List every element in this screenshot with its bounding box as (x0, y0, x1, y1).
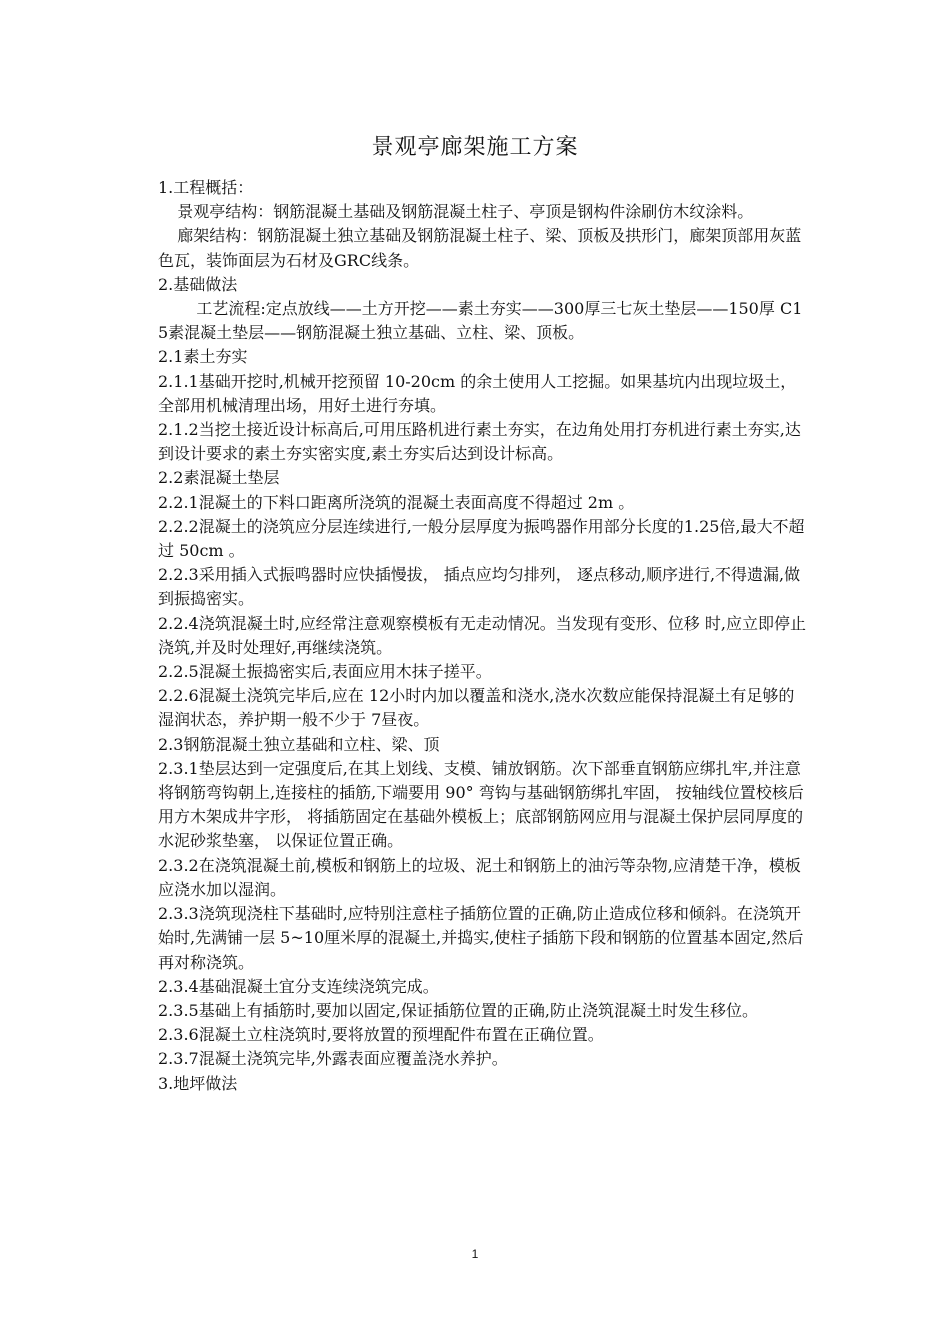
paragraph: 2.2.2混凝土的浇筑应分层连续进行,一般分层厚度为振鸣器作用部分长度的1.25倍,最大不超过 50cm 。 (158, 516, 805, 561)
paragraph: 2.1素土夯实 (158, 347, 248, 367)
paragraph: 2.2素混凝土垫层 (158, 468, 280, 488)
paragraph: 2.3.2在浇筑混凝土前,模板和钢筋上的垃圾、泥土和钢筋上的油污等杂物,应清楚干净，模板应浇水加以湿润。 (158, 855, 801, 899)
paragraph: 2.1.2当挖土接近设计标高后,可用压路机进行素土夯实，在边角处用打夯机进行素土夯实,达到设计要求的素土夯实密实度,素土夯实后达到设计标高。 (158, 420, 801, 464)
paragraph: 景观亭结构：钢筋混凝土基础及钢筋混凝土柱子、亭顶是钢构件涂刷仿木纹涂料。 (177, 202, 754, 222)
paragraph: 2.3.6混凝土立柱浇筑时,要将放置的预埋配件布置在正确位置。 (158, 1025, 604, 1045)
paragraph: 2.2.5混凝土振捣密实后,表面应用木抹子搓平。 (158, 662, 492, 682)
paragraph: 2.3.7混凝土浇筑完毕,外露表面应覆盖浇水养护。 (158, 1049, 508, 1069)
paragraph: 2.3.1垫层达到一定强度后,在其上划线、支模、铺放钢筋。次下部垂直钢筋应绑扎牢,并注意将钢筋弯钩朝上,连接柱的插筋,下端要用 90° 弯钩与基础钢筋绑扎牢固， 按轴线位置校核后用方木架成井字形， 将插筋固定在基础外模板上；底部钢筋网应用与混凝土保护层同厚度的水泥砂浆垫塞， 以保证位置正确。 (158, 758, 804, 851)
page-number: 1 (471, 1247, 479, 1261)
paragraph: 3.地坪做法 (158, 1073, 238, 1093)
paragraph: 1.工程概括： (158, 178, 254, 197)
paragraph: 廊架结构：钢筋混凝土独立基础及钢筋混凝土柱子、梁、顶板及拱形门，廊架顶部用灰蓝色瓦，装饰面层为石材及GRC线条。 (158, 226, 802, 270)
document-title: 景观亭廊架施工方案 (371, 135, 579, 160)
paragraph: 2.基础做法 (158, 274, 238, 294)
paragraph: 2.2.6混凝土浇筑完毕后,应在 12小时内加以覆盖和浇水,浇水次数应能保持混凝土有足够的湿润状态，养护期一般不少于 7昼夜。 (158, 686, 795, 730)
paragraph: 2.2.4浇筑混凝土时,应经常注意观察模板有无走动情况。当发现有变形、位移 时,应立即停止浇筑,并及时处理好,再继续浇筑。 (158, 613, 806, 657)
paragraph: 2.2.3采用插入式振鸣器时应快插慢拔， 插点应均匀排列， 逐点移动,顺序进行,不得遗漏,做到振捣密实。 (158, 565, 801, 609)
paragraph: 2.2.1混凝土的下料口距离所浇筑的混凝土表面高度不得超过 2m 。 (158, 492, 635, 512)
paragraph: 2.3钢筋混凝土独立基础和立柱、梁、顶 (158, 734, 440, 754)
document-body (158, 176, 808, 1096)
paragraph: 2.3.5基础上有插筋时,要加以固定,保证插筋位置的正确,防止浇筑混凝土时发生移位。 (158, 1000, 758, 1020)
paragraph: 2.1.1基础开挖时,机械开挖预留 10-20cm 的余土使用人工挖掘。如果基坑内出现垃圾土，全部用机械清理出场，用好土进行夯填。 (158, 371, 797, 415)
paragraph: 工艺流程:定点放线——土方开挖——素土夯实——300厚三七灰土垫层——150厚 C15素混凝土垫层——钢筋混凝土独立基础、立柱、梁、顶板。 (158, 299, 803, 343)
paragraph: 2.3.3浇筑现浇柱下基础时,应特别注意柱子插筋位置的正确,防止造成位移和倾斜。在浇筑开始时,先满铺一层 5~10厘米厚的混凝土,并捣实,使柱子插筋下段和钢筋的位置基本固定,然后再对称浇筑。 (158, 904, 804, 972)
paragraph: 2.3.4基础混凝土宜分支连续浇筑完成。 (158, 976, 439, 996)
